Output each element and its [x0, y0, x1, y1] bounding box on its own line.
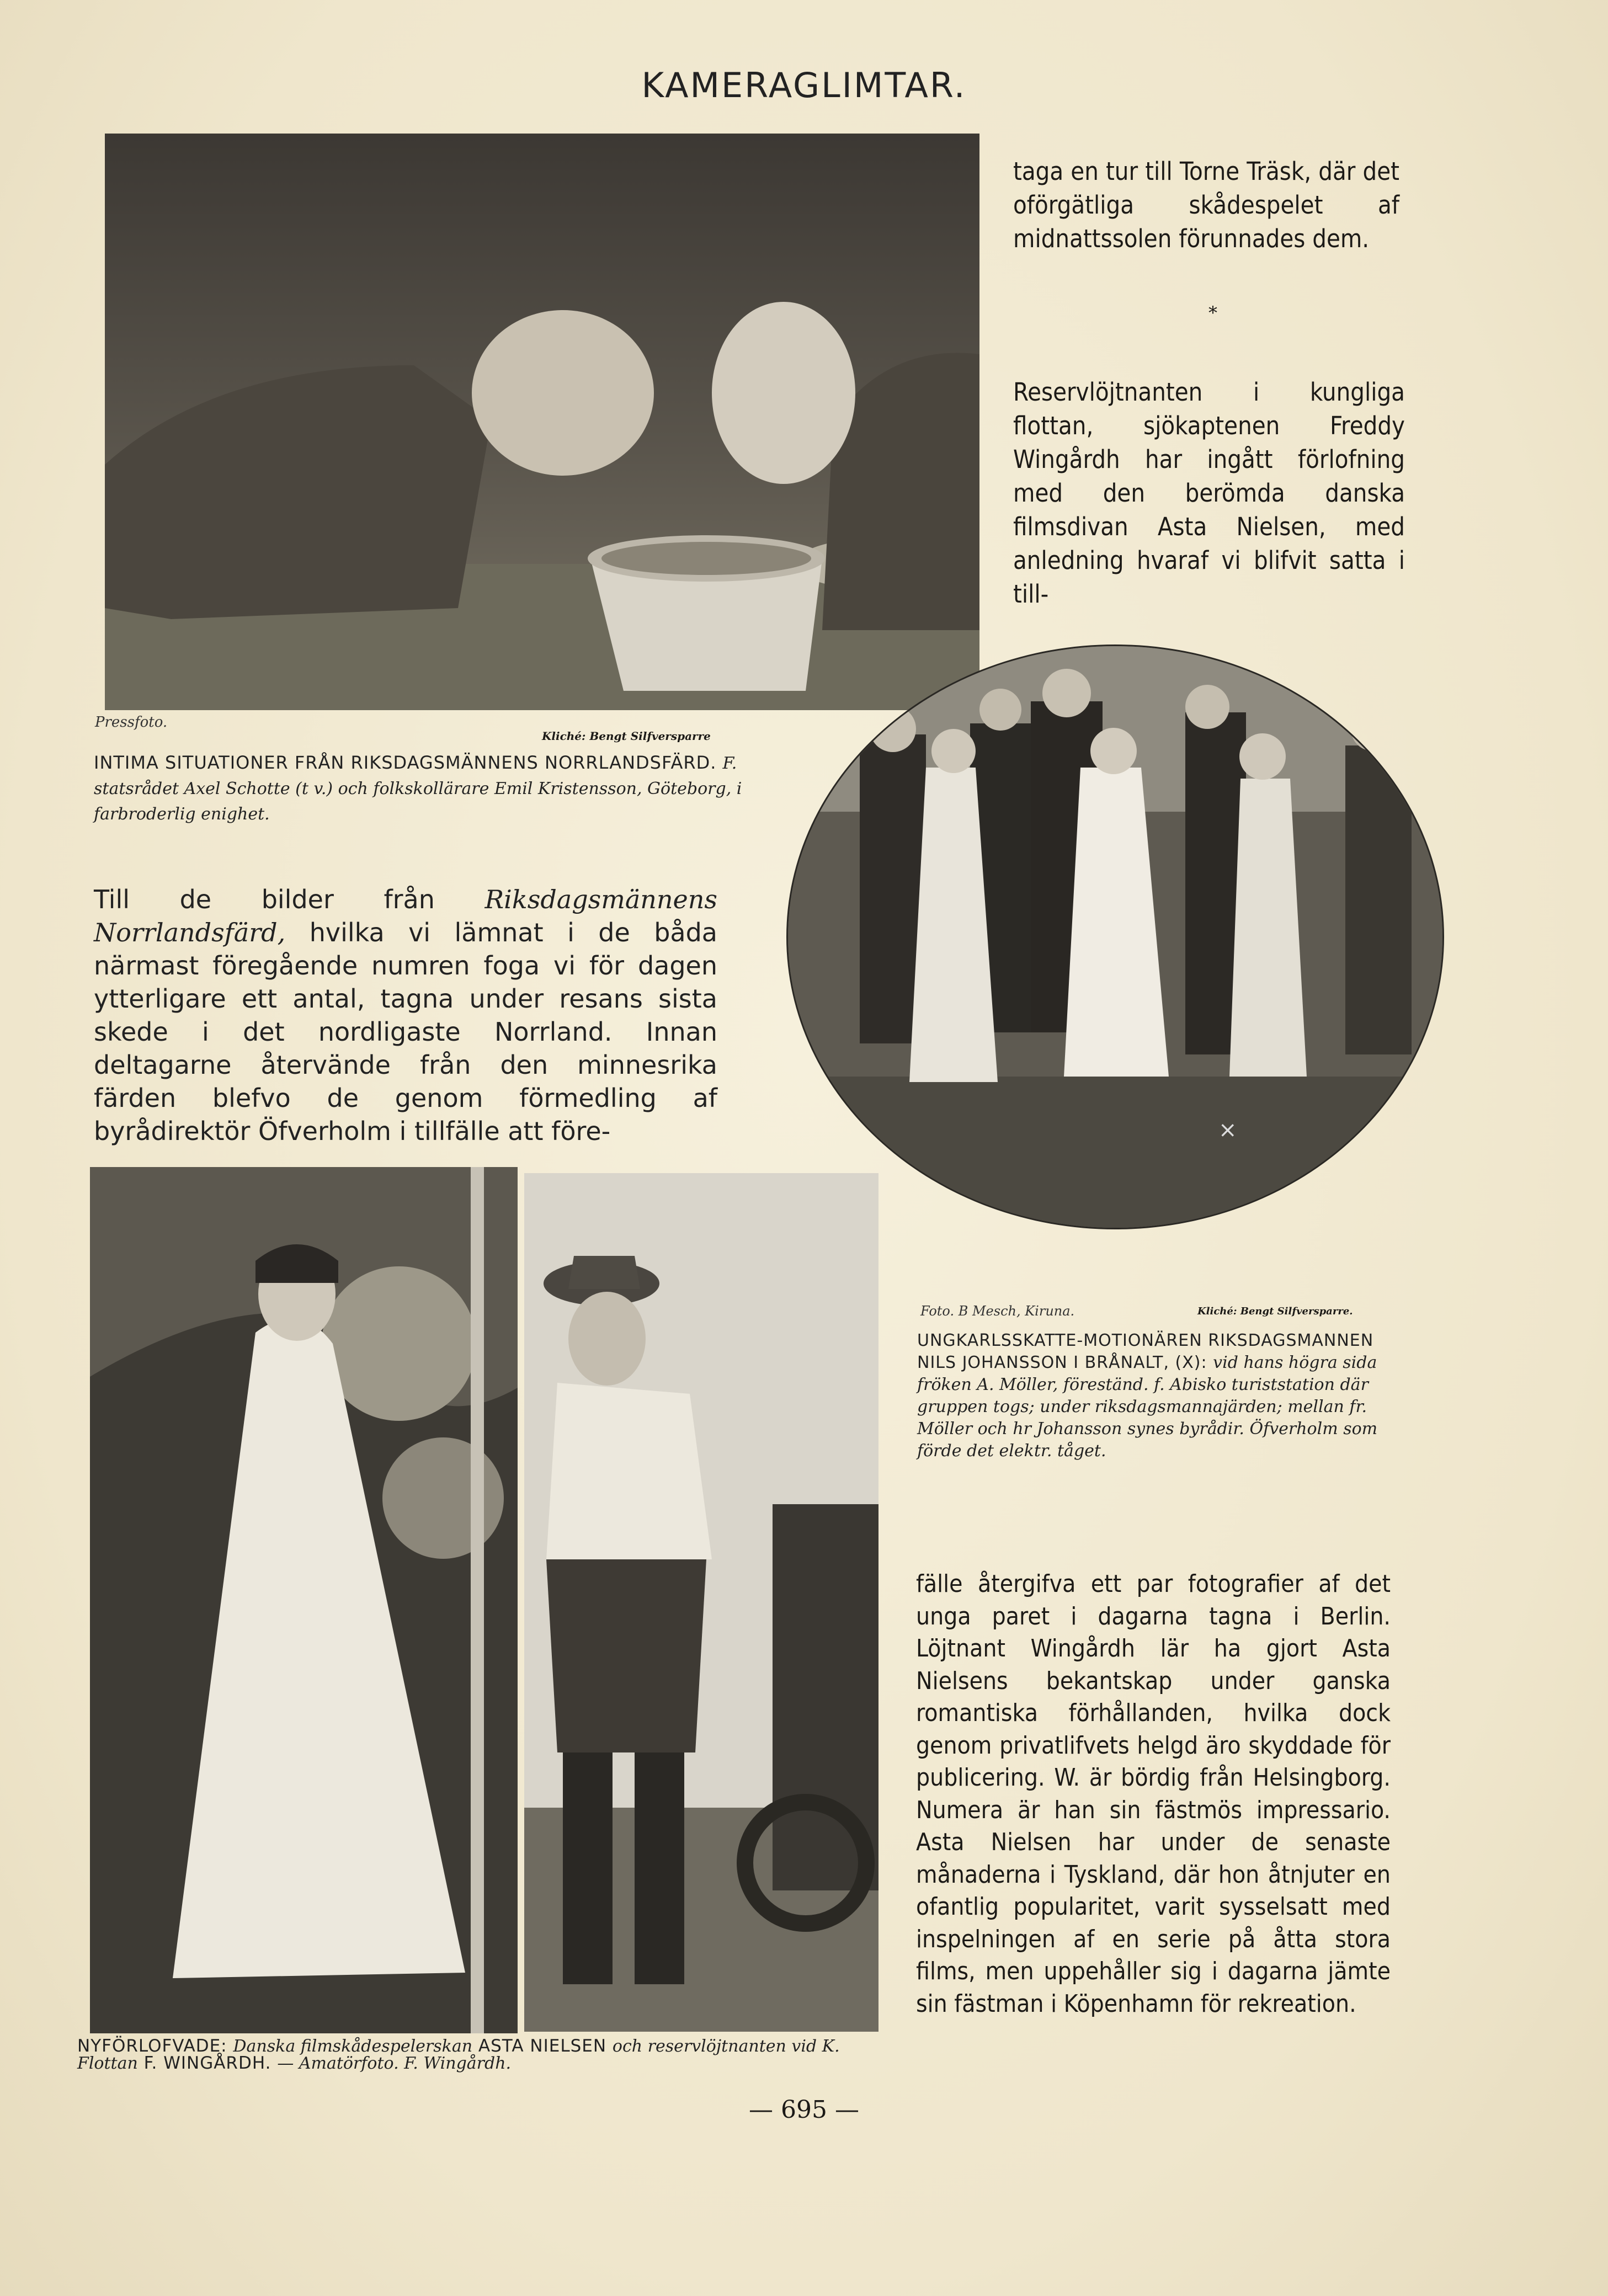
photo3-caption-name1: ASTA NIELSEN [478, 2036, 607, 2056]
photo1-caption-rest: F. statsrådet Axel Schotte (t v.) och folkskollärare Emil Kristensson, Göteborg, i farbroderlig enighet. [94, 754, 742, 824]
svg-text:×: × [1218, 1117, 1237, 1143]
right-column-top [1013, 155, 1399, 255]
photo2-source: Foto. B Mesch, Kiruna. [920, 1303, 1075, 1319]
intro-rest: hvilka vi lämnat i de båda närmast föregående numren foga vi för dagen ytterligare ett antal, tagna under resans sista skede i det nordligaste Norrland. Innan deltagarne återvände från den minnesrika färden blefvo de genom förmedling af byrådirektör Öfverholm i tillfälle att före- [94, 918, 717, 1146]
intro-text: Till de bilder från [94, 885, 435, 914]
photo2-caption [917, 1330, 1403, 1462]
photo1-source: Pressfoto. [95, 714, 168, 731]
right-column-bottom [916, 1568, 1391, 2020]
separator-star: * [1208, 302, 1217, 323]
paragraph-wingardh: Reservlöjtnanten i kungliga flottan, sjökaptenen Freddy Wingårdh har ingått förlofning med den berömda danska filmsdivan Asta Nielsen, med anledning hvaraf vi blifvit satta i till- [1013, 377, 1405, 609]
photo2-cliche: Kliché: Bengt Silfversparre. [1197, 1306, 1353, 1317]
page-header: KAMERAGLIMTAR. [641, 65, 967, 105]
photo3-caption-name2: F. WINGÅRDH. [143, 2053, 271, 2073]
left-column-text [94, 883, 717, 1148]
photo2-caption-rest: vid hans högra sida fröken A. Möller, föreständ. f. Abisko turiststation där gruppen togs; under riksdagsmannajärden; mellan fr. Möller och hr Johansson synes byrådir. Öfverholm som förde det elektr. tåget. [917, 1353, 1378, 1461]
photo3-caption-it3: — Amatörfoto. F. Wingårdh. [277, 2054, 512, 2073]
photo-group-abisko [786, 644, 1444, 1229]
photo-asta-nielsen [90, 1167, 518, 2033]
photo3-caption [77, 2038, 883, 2072]
photo3-caption-it2: och reservlöjtnanten vid K. Flottan [77, 2037, 840, 2073]
photo2-caption-lead: UNGKARLSSKATTE-MOTIONÄREN RIKSDAGSMANNEN NILS JOHANSSON I BRÅNALT, [917, 1331, 1374, 1372]
photo1-cliche: Kliché: Bengt Silfversparre [542, 729, 711, 743]
intro-italic: Riksdagsmännens Norrlandsfärd, [94, 885, 718, 947]
paragraph-asta-nielsen: fälle återgifva ett par fotografier af det unga paret i dagarna tagna i Berlin. Löjtnant Wingårdh lär ha gjort Asta Nielsens bekantskap under ganska romantiska förhållanden, hvilka dock genom privatlifvets helgd äro skyddade för publicering. W. är bördig från Helsingborg. Numera är han sin fästmös impressario. Asta Nielsen har under de senaste månaderna i Tyskland, där hon åtnjuter en ofantlig popularitet, varit sysselsatt med inspelningen af en serie på åtta stora films, men uppehåller sig i dagarna jämte sin fästman i Köpenhamn för rekreation. [916, 1570, 1391, 2018]
photo3-caption-lead: NYFÖRLOFVADE: [77, 2036, 227, 2056]
photo2-caption-mark: (X): [1175, 1353, 1207, 1372]
photo3-caption-it1: Danska filmskådespelerskan [233, 2037, 473, 2056]
photo1-caption-lead: INTIMA SITUATIONER FRÅN RIKSDAGSMÄNNENS NORRLANDSFÄRD. [94, 752, 717, 773]
right-column-wingardh [1013, 375, 1405, 611]
photo1-caption [94, 750, 767, 827]
paragraph-torne-trask: taga en tur till Torne Träsk, där det oförgätliga skådespelet af midnattssolen förunnades dem. [1013, 157, 1399, 253]
photo-men-drinking [105, 134, 979, 710]
photo-wingardh [524, 1173, 878, 2032]
page-number: — 695 — [749, 2096, 859, 2124]
